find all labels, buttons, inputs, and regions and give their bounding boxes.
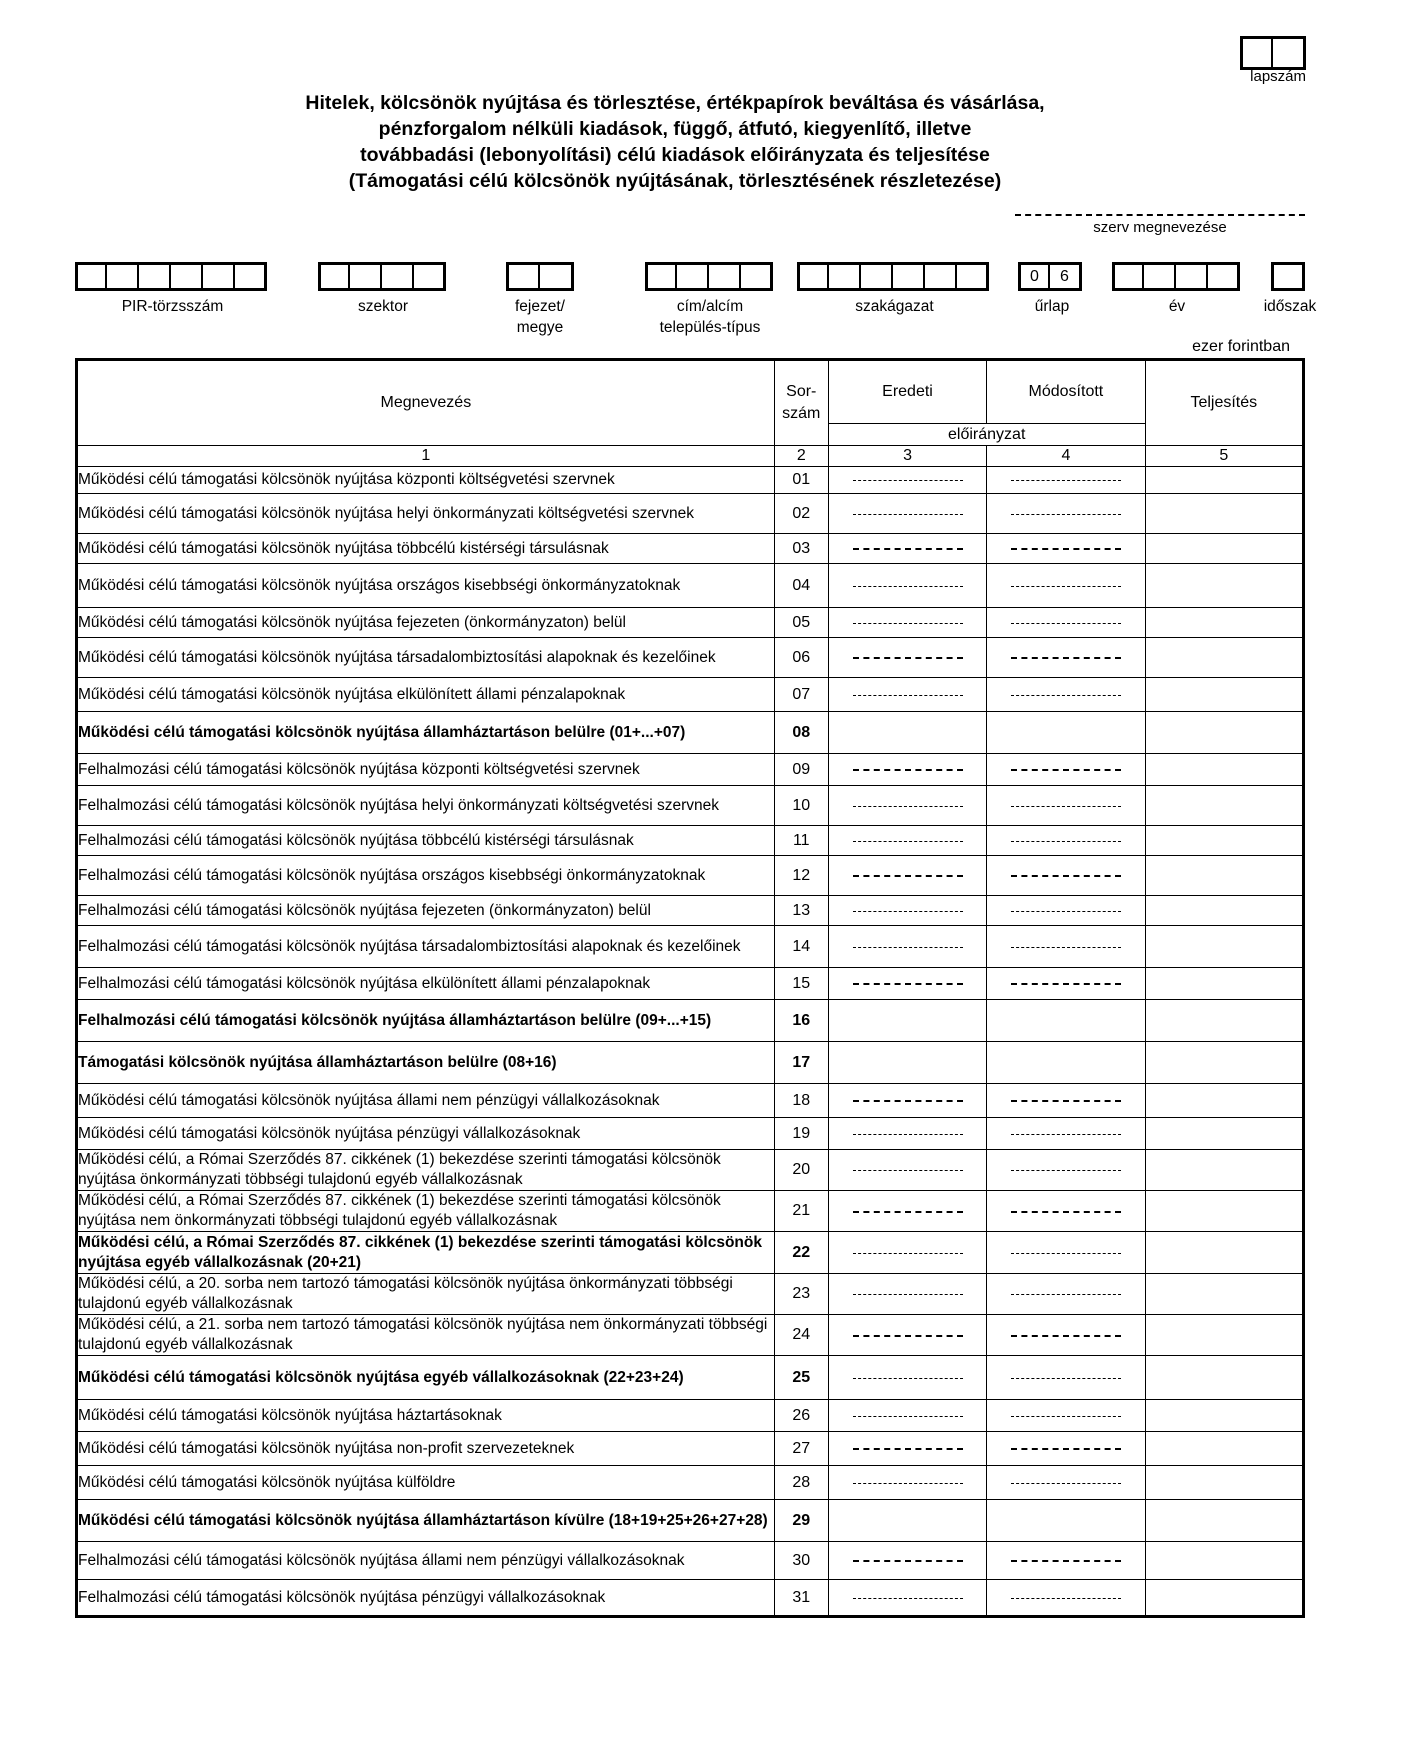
dash-line bbox=[1011, 1134, 1121, 1135]
row-number: 26 bbox=[774, 1400, 828, 1432]
sector-label: szektor bbox=[358, 298, 408, 315]
page-number-label: lapszám bbox=[1250, 68, 1306, 85]
table-row bbox=[77, 1232, 1304, 1274]
cell-fulfilment[interactable] bbox=[1145, 856, 1303, 896]
row-name: Felhalmozási célú támogatási kölcsönök nyújtása államháztartáson belülre (09+...+15) bbox=[77, 1000, 775, 1042]
header-appropriation: előirányzat bbox=[828, 424, 1145, 446]
table-row bbox=[77, 638, 1304, 678]
row-name: Működési célú támogatási kölcsönök nyújtása országos kisebbségi önkormányzatoknak bbox=[77, 564, 775, 608]
table-row bbox=[77, 968, 1304, 1000]
row-number: 13 bbox=[774, 896, 828, 926]
table-row bbox=[77, 856, 1304, 896]
header-original: Eredeti bbox=[828, 360, 986, 424]
row-name: Működési célú, a Római Szerződés 87. cikkének (1) bekezdése szerinti támogatási kölcsönök nyújtása nem önkormányzati többségi tulajdonú egyéb vállalkozásnak bbox=[77, 1191, 775, 1232]
title-code-field bbox=[645, 262, 773, 336]
sector-field bbox=[318, 262, 446, 315]
cell-modified-not-applicable bbox=[987, 638, 1145, 678]
dash-line bbox=[853, 1170, 963, 1171]
period-field bbox=[1263, 262, 1317, 315]
dash-line bbox=[1011, 1378, 1121, 1379]
cell-original-not-applicable bbox=[828, 1400, 986, 1432]
row-number: 16 bbox=[774, 1000, 828, 1042]
dash-line bbox=[853, 983, 963, 985]
dash-line bbox=[1011, 623, 1121, 624]
data-table bbox=[75, 358, 1305, 1618]
cell-modified[interactable] bbox=[987, 1042, 1145, 1084]
cell-original-not-applicable bbox=[828, 1466, 986, 1500]
row-number: 11 bbox=[774, 826, 828, 856]
table-row bbox=[77, 1500, 1304, 1542]
cell-fulfilment[interactable] bbox=[1145, 564, 1303, 608]
cell-original-not-applicable bbox=[828, 1232, 986, 1274]
cell-fulfilment[interactable] bbox=[1145, 1232, 1303, 1274]
dash-line bbox=[853, 480, 963, 481]
dash-line bbox=[1011, 548, 1121, 550]
table-row bbox=[77, 494, 1304, 534]
cell-modified-not-applicable bbox=[987, 678, 1145, 712]
table-row bbox=[77, 1118, 1304, 1150]
title-line: pénzforgalom nélküli kiadások, függő, átfutó, kiegyenlítő, illetve bbox=[378, 118, 972, 140]
cell-fulfilment[interactable] bbox=[1145, 534, 1303, 564]
row-name: Működési célú támogatási kölcsönök nyújtása egyéb vállalkozásoknak (22+23+24) bbox=[77, 1356, 775, 1400]
dash-line bbox=[853, 1416, 963, 1417]
table-row bbox=[77, 826, 1304, 856]
cell-original-not-applicable bbox=[828, 494, 986, 534]
cell-original-not-applicable bbox=[828, 786, 986, 826]
cell-modified-not-applicable bbox=[987, 564, 1145, 608]
dash-line bbox=[1011, 947, 1121, 948]
row-name: Felhalmozási célú támogatási kölcsönök nyújtása állami nem pénzügyi vállalkozásoknak bbox=[77, 1542, 775, 1580]
cell-original-not-applicable bbox=[828, 534, 986, 564]
cell-modified-not-applicable bbox=[987, 1191, 1145, 1232]
dash-line bbox=[853, 947, 963, 948]
row-name: Felhalmozási célú támogatási kölcsönök nyújtása elkülönített állami pénzalapoknak bbox=[77, 968, 775, 1000]
cell-original-not-applicable bbox=[828, 608, 986, 638]
table-row bbox=[77, 1432, 1304, 1466]
dash-line bbox=[1011, 1170, 1121, 1171]
dash-line bbox=[853, 1134, 963, 1135]
dash-line bbox=[1011, 841, 1121, 842]
form-code-digit: 6 bbox=[1050, 262, 1082, 291]
cell-original-not-applicable bbox=[828, 1315, 986, 1356]
row-number: 19 bbox=[774, 1118, 828, 1150]
table-row bbox=[77, 1042, 1304, 1084]
page-number-digit-1[interactable] bbox=[1240, 36, 1273, 70]
cell-fulfilment[interactable] bbox=[1145, 826, 1303, 856]
cell-original-not-applicable bbox=[828, 1274, 986, 1315]
table-row bbox=[77, 1542, 1304, 1580]
cell-fulfilment[interactable] bbox=[1145, 1400, 1303, 1432]
row-name: Működési célú támogatási kölcsönök nyújtása többcélú kistérségi társulásnak bbox=[77, 534, 775, 564]
cell-modified-not-applicable bbox=[987, 856, 1145, 896]
table-row bbox=[77, 564, 1304, 608]
table-row bbox=[77, 1356, 1304, 1400]
chapter-boxes[interactable] bbox=[506, 262, 574, 291]
cell-modified-not-applicable bbox=[987, 608, 1145, 638]
row-name: Működési célú, a 21. sorba nem tartozó támogatási kölcsönök nyújtása nem önkormányzati többségi tulajdonú egyéb vállalkozásnak bbox=[77, 1315, 775, 1356]
row-number: 07 bbox=[774, 678, 828, 712]
cell-modified-not-applicable bbox=[987, 1232, 1145, 1274]
cell-fulfilment[interactable] bbox=[1145, 754, 1303, 786]
dash-line bbox=[853, 1253, 963, 1254]
cell-modified-not-applicable bbox=[987, 1084, 1145, 1118]
row-number: 02 bbox=[774, 494, 828, 534]
row-number: 24 bbox=[774, 1315, 828, 1356]
row-name: Működési célú támogatási kölcsönök nyújtása államháztartáson belülre (01+...+07) bbox=[77, 712, 775, 754]
cell-original-not-applicable bbox=[828, 1191, 986, 1232]
industry-field bbox=[797, 262, 989, 315]
dash-line bbox=[1011, 1448, 1121, 1450]
row-number: 18 bbox=[774, 1084, 828, 1118]
table-row bbox=[77, 1084, 1304, 1118]
table-row bbox=[77, 712, 1304, 754]
year-field bbox=[1112, 262, 1240, 315]
row-name: Működési célú, a Római Szerződés 87. cikkének (1) bekezdése szerinti támogatási kölcsönök nyújtása önkormányzati többségi tulajdonú egyéb vállalkozásnak bbox=[77, 1150, 775, 1191]
row-name: Felhalmozási célú támogatási kölcsönök nyújtása országos kisebbségi önkormányzatoknak bbox=[77, 856, 775, 896]
cell-fulfilment[interactable] bbox=[1145, 1000, 1303, 1042]
cell-modified[interactable] bbox=[987, 712, 1145, 754]
industry-label: szakágazat bbox=[855, 298, 934, 315]
cell-fulfilment[interactable] bbox=[1145, 896, 1303, 926]
dash-line bbox=[1011, 695, 1121, 696]
dash-line bbox=[1011, 514, 1121, 515]
row-number: 04 bbox=[774, 564, 828, 608]
dash-line bbox=[853, 695, 963, 696]
column-number: 1 bbox=[77, 446, 775, 467]
cell-modified-not-applicable bbox=[987, 1400, 1145, 1432]
dash-line bbox=[1011, 1483, 1121, 1484]
form-code-label: űrlap bbox=[1034, 298, 1070, 315]
cell-original-not-applicable bbox=[828, 678, 986, 712]
table-row bbox=[77, 1191, 1304, 1232]
cell-fulfilment[interactable] bbox=[1145, 926, 1303, 968]
dash-line bbox=[853, 514, 963, 515]
dash-line bbox=[1011, 586, 1121, 587]
dash-line bbox=[853, 769, 963, 771]
dash-line bbox=[1011, 1335, 1121, 1337]
header-modified: Módosított bbox=[987, 360, 1145, 424]
row-name: Működési célú támogatási kölcsönök nyújtása állami nem pénzügyi vállalkozásoknak bbox=[77, 1084, 775, 1118]
row-name: Működési célú támogatási kölcsönök nyújtása háztartásoknak bbox=[77, 1400, 775, 1432]
cell-original-not-applicable bbox=[828, 1542, 986, 1580]
form-code-digit: 0 bbox=[1018, 262, 1050, 291]
row-name: Működési célú támogatási kölcsönök nyújtása fejezeten (önkormányzaton) belül bbox=[77, 608, 775, 638]
table-row bbox=[77, 534, 1304, 564]
dash-line bbox=[1011, 769, 1121, 771]
cell-modified-not-applicable bbox=[987, 1274, 1145, 1315]
row-name: Felhalmozási célú támogatási kölcsönök nyújtása központi költségvetési szervnek bbox=[77, 754, 775, 786]
cell-modified-not-applicable bbox=[987, 1118, 1145, 1150]
cell-modified-not-applicable bbox=[987, 926, 1145, 968]
cell-fulfilment[interactable] bbox=[1145, 712, 1303, 754]
row-name: Felhalmozási célú támogatási kölcsönök nyújtása fejezeten (önkormányzaton) belül bbox=[77, 896, 775, 926]
dash-line bbox=[853, 911, 963, 912]
row-number: 08 bbox=[774, 712, 828, 754]
cell-original-not-applicable bbox=[828, 926, 986, 968]
cell-modified[interactable] bbox=[987, 1000, 1145, 1042]
cell-modified-not-applicable bbox=[987, 1466, 1145, 1500]
table-row bbox=[77, 1466, 1304, 1500]
table-row bbox=[77, 608, 1304, 638]
dash-line bbox=[1011, 1253, 1121, 1254]
cell-original-not-applicable bbox=[828, 1432, 986, 1466]
form-code-field bbox=[1018, 262, 1082, 315]
org-name-label: szerv megnevezése bbox=[1093, 219, 1227, 236]
chapter-label: fejezet/ megye bbox=[515, 298, 565, 336]
cell-original-not-applicable bbox=[828, 467, 986, 494]
dash-line bbox=[853, 875, 963, 877]
table-row bbox=[77, 1400, 1304, 1432]
title-line: továbbadási (lebonyolítási) célú kiadások előirányzata és teljesítése bbox=[360, 144, 990, 166]
dash-line bbox=[853, 1211, 963, 1213]
cell-modified-not-applicable bbox=[987, 1432, 1145, 1466]
cell-fulfilment[interactable] bbox=[1145, 1150, 1303, 1191]
cell-original-not-applicable bbox=[828, 1150, 986, 1191]
row-number: 22 bbox=[774, 1232, 828, 1274]
row-number: 23 bbox=[774, 1274, 828, 1315]
dash-line bbox=[853, 1483, 963, 1484]
header-row-number: Sor- szám bbox=[774, 360, 828, 446]
org-name-field[interactable] bbox=[1015, 214, 1305, 216]
dash-line bbox=[853, 806, 963, 807]
row-name: Felhalmozási célú támogatási kölcsönök nyújtása többcélú kistérségi társulásnak bbox=[77, 826, 775, 856]
row-name: Működési célú támogatási kölcsönök nyújtása helyi önkormányzati költségvetési szervnek bbox=[77, 494, 775, 534]
row-number: 17 bbox=[774, 1042, 828, 1084]
cell-original-not-applicable bbox=[828, 638, 986, 678]
cell-fulfilment[interactable] bbox=[1145, 467, 1303, 494]
sector-boxes[interactable] bbox=[318, 262, 446, 291]
cell-modified-not-applicable bbox=[987, 1315, 1145, 1356]
cell-fulfilment[interactable] bbox=[1145, 1466, 1303, 1500]
cell-fulfilment[interactable] bbox=[1145, 1500, 1303, 1542]
row-name: Működési célú támogatási kölcsönök nyújtása non-profit szervezeteknek bbox=[77, 1432, 775, 1466]
row-name: Működési célú támogatási kölcsönök nyújtása külföldre bbox=[77, 1466, 775, 1500]
row-number: 12 bbox=[774, 856, 828, 896]
dash-line bbox=[1011, 1211, 1121, 1213]
cell-modified-not-applicable bbox=[987, 826, 1145, 856]
row-number: 14 bbox=[774, 926, 828, 968]
table-row bbox=[77, 896, 1304, 926]
dash-line bbox=[1011, 806, 1121, 807]
cell-fulfilment[interactable] bbox=[1145, 968, 1303, 1000]
dash-line bbox=[853, 1294, 963, 1295]
dash-line bbox=[853, 586, 963, 587]
dash-line bbox=[1011, 480, 1121, 481]
header-name: Megnevezés bbox=[77, 360, 775, 446]
column-number: 3 bbox=[828, 446, 986, 467]
column-number: 4 bbox=[987, 446, 1145, 467]
form-title bbox=[250, 90, 1100, 194]
page-number-box bbox=[1240, 36, 1306, 85]
dash-line bbox=[853, 1560, 963, 1562]
row-name: Működési célú támogatási kölcsönök nyújtása elkülönített állami pénzalapoknak bbox=[77, 678, 775, 712]
year-boxes[interactable] bbox=[1112, 262, 1240, 291]
cell-modified[interactable] bbox=[987, 1500, 1145, 1542]
cell-modified-not-applicable bbox=[987, 1542, 1145, 1580]
dash-line bbox=[1011, 1100, 1121, 1102]
row-number: 29 bbox=[774, 1500, 828, 1542]
dash-line bbox=[853, 657, 963, 659]
row-number: 15 bbox=[774, 968, 828, 1000]
dash-line bbox=[853, 1448, 963, 1450]
cell-fulfilment[interactable] bbox=[1145, 638, 1303, 678]
row-number: 05 bbox=[774, 608, 828, 638]
cell-fulfilment[interactable] bbox=[1145, 678, 1303, 712]
cell-fulfilment[interactable] bbox=[1145, 1274, 1303, 1315]
cell-original[interactable] bbox=[828, 1000, 986, 1042]
dash-line bbox=[853, 623, 963, 624]
column-number: 5 bbox=[1145, 446, 1303, 467]
row-name: Működési célú támogatási kölcsönök nyújtása társadalombiztosítási alapoknak és kezelőinek bbox=[77, 638, 775, 678]
cell-original-not-applicable bbox=[828, 856, 986, 896]
page-number-digit-2[interactable] bbox=[1273, 36, 1306, 70]
dash-line bbox=[853, 1598, 963, 1599]
table-row bbox=[77, 1580, 1304, 1617]
table-body bbox=[77, 467, 1304, 1617]
cell-fulfilment[interactable] bbox=[1145, 1042, 1303, 1084]
cell-fulfilment[interactable] bbox=[1145, 1084, 1303, 1118]
row-name: Felhalmozási célú támogatási kölcsönök nyújtása pénzügyi vállalkozásoknak bbox=[77, 1580, 775, 1617]
cell-original-not-applicable bbox=[828, 1356, 986, 1400]
cell-modified-not-applicable bbox=[987, 786, 1145, 826]
cell-fulfilment[interactable] bbox=[1145, 1542, 1303, 1580]
row-number: 09 bbox=[774, 754, 828, 786]
row-number: 27 bbox=[774, 1432, 828, 1466]
row-number: 28 bbox=[774, 1466, 828, 1500]
dash-line bbox=[853, 841, 963, 842]
cell-fulfilment[interactable] bbox=[1145, 786, 1303, 826]
row-number: 30 bbox=[774, 1542, 828, 1580]
industry-boxes[interactable] bbox=[797, 262, 989, 291]
dash-line bbox=[853, 1100, 963, 1102]
table-row bbox=[77, 1315, 1304, 1356]
title-code-label: cím/alcím település-típus bbox=[659, 298, 761, 336]
cell-original[interactable] bbox=[828, 1042, 986, 1084]
cell-modified-not-applicable bbox=[987, 1150, 1145, 1191]
pir-label: PIR-törzsszám bbox=[121, 298, 224, 315]
column-number: 2 bbox=[774, 446, 828, 467]
row-name: Támogatási kölcsönök nyújtása államháztartáson belülre (08+16) bbox=[77, 1042, 775, 1084]
row-name: Működési célú támogatási kölcsönök nyújtása államháztartáson kívülre (18+19+25+26+27+28) bbox=[77, 1500, 775, 1542]
dash-line bbox=[1011, 1560, 1121, 1562]
row-number: 21 bbox=[774, 1191, 828, 1232]
cell-original-not-applicable bbox=[828, 1118, 986, 1150]
dash-line bbox=[1011, 1598, 1121, 1599]
table-row bbox=[77, 754, 1304, 786]
table-row bbox=[77, 926, 1304, 968]
cell-modified-not-applicable bbox=[987, 754, 1145, 786]
table-row bbox=[77, 1274, 1304, 1315]
table-row bbox=[77, 1000, 1304, 1042]
cell-original-not-applicable bbox=[828, 1580, 986, 1617]
cell-fulfilment[interactable] bbox=[1145, 494, 1303, 534]
table-row bbox=[77, 786, 1304, 826]
row-number: 01 bbox=[774, 467, 828, 494]
chapter-field bbox=[506, 262, 574, 336]
dash-line bbox=[1011, 983, 1121, 985]
cell-original-not-applicable bbox=[828, 754, 986, 786]
cell-original[interactable] bbox=[828, 1500, 986, 1542]
table-row bbox=[77, 1150, 1304, 1191]
period-label: időszak bbox=[1263, 298, 1317, 315]
table-row bbox=[77, 678, 1304, 712]
period-boxes[interactable] bbox=[1271, 262, 1305, 291]
cell-original-not-applicable bbox=[828, 564, 986, 608]
cell-original[interactable] bbox=[828, 712, 986, 754]
cell-fulfilment[interactable] bbox=[1145, 1315, 1303, 1356]
dash-line bbox=[1011, 875, 1121, 877]
cell-modified-not-applicable bbox=[987, 1580, 1145, 1617]
cell-modified-not-applicable bbox=[987, 467, 1145, 494]
cell-original-not-applicable bbox=[828, 968, 986, 1000]
row-number: 10 bbox=[774, 786, 828, 826]
dash-line bbox=[1011, 1294, 1121, 1295]
cell-fulfilment[interactable] bbox=[1145, 608, 1303, 638]
table-row bbox=[77, 467, 1304, 494]
row-name: Működési célú támogatási kölcsönök nyújtása pénzügyi vállalkozásoknak bbox=[77, 1118, 775, 1150]
row-number: 20 bbox=[774, 1150, 828, 1191]
row-name: Működési célú, a 20. sorba nem tartozó támogatási kölcsönök nyújtása önkormányzati többségi tulajdonú egyéb vállalkozásnak bbox=[77, 1274, 775, 1315]
row-name: Felhalmozási célú támogatási kölcsönök nyújtása helyi önkormányzati költségvetési szervnek bbox=[77, 786, 775, 826]
cell-fulfilment[interactable] bbox=[1145, 1356, 1303, 1400]
unit-label: ezer forintban bbox=[1192, 338, 1290, 355]
cell-fulfilment[interactable] bbox=[1145, 1432, 1303, 1466]
year-label: év bbox=[1168, 298, 1186, 315]
cell-original-not-applicable bbox=[828, 1084, 986, 1118]
cell-modified-not-applicable bbox=[987, 896, 1145, 926]
header-fulfilment: Teljesítés bbox=[1145, 360, 1303, 446]
row-name: Felhalmozási célú támogatási kölcsönök nyújtása társadalombiztosítási alapoknak és kezelőinek bbox=[77, 926, 775, 968]
row-number: 03 bbox=[774, 534, 828, 564]
cell-fulfilment[interactable] bbox=[1145, 1580, 1303, 1617]
dash-line bbox=[1011, 657, 1121, 659]
cell-fulfilment[interactable] bbox=[1145, 1191, 1303, 1232]
title-code-boxes[interactable] bbox=[645, 262, 773, 291]
title-line: (Támogatási célú kölcsönök nyújtásának, törlesztésének részletezése) bbox=[348, 170, 1002, 192]
dash-line bbox=[853, 1335, 963, 1337]
row-number: 06 bbox=[774, 638, 828, 678]
cell-modified-not-applicable bbox=[987, 534, 1145, 564]
row-name: Működési célú, a Római Szerződés 87. cikkének (1) bekezdése szerinti támogatási kölcsönök nyújtása egyéb vállalkozásnak (20+21) bbox=[77, 1232, 775, 1274]
cell-original-not-applicable bbox=[828, 896, 986, 926]
cell-modified-not-applicable bbox=[987, 494, 1145, 534]
form-code-boxes bbox=[1018, 262, 1082, 291]
dash-line bbox=[853, 1378, 963, 1379]
title-line: Hitelek, kölcsönök nyújtása és törlesztése, értékpapírok beváltása és vásárlása, bbox=[305, 92, 1045, 114]
cell-fulfilment[interactable] bbox=[1145, 1118, 1303, 1150]
cell-modified-not-applicable bbox=[987, 1356, 1145, 1400]
row-name: Működési célú támogatási kölcsönök nyújtása központi költségvetési szervnek bbox=[77, 467, 775, 494]
pir-boxes[interactable] bbox=[75, 262, 267, 291]
dash-line bbox=[1011, 1416, 1121, 1417]
row-number: 31 bbox=[774, 1580, 828, 1617]
cell-original-not-applicable bbox=[828, 826, 986, 856]
pir-field bbox=[75, 262, 267, 315]
dash-line bbox=[853, 548, 963, 550]
dash-line bbox=[1011, 911, 1121, 912]
cell-modified-not-applicable bbox=[987, 968, 1145, 1000]
row-number: 25 bbox=[774, 1356, 828, 1400]
